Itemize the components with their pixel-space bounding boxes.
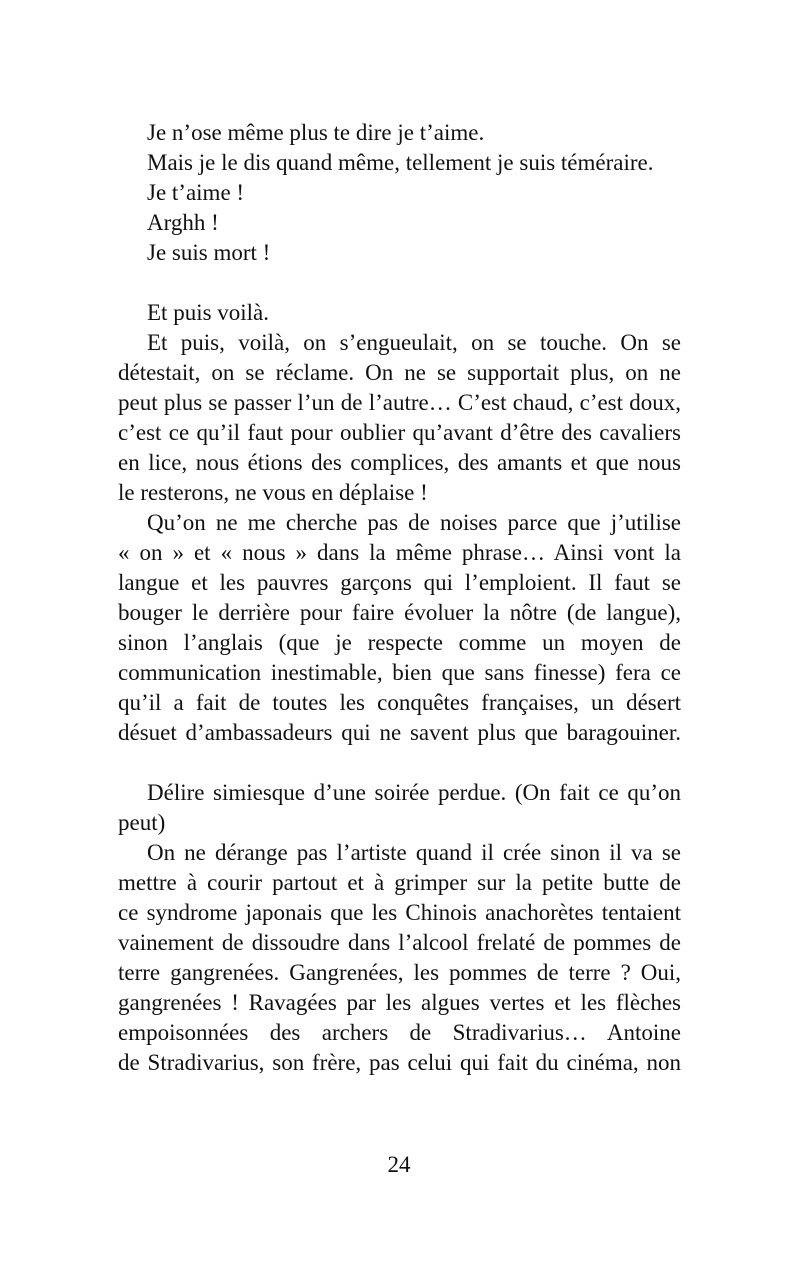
text-line: « on » et « nous » dans la même phrase… Ainsi vont la [118, 540, 681, 565]
text-line: sinon l’anglais (que je respecte comme un moyen de [118, 630, 681, 655]
text-line: peut plus se passer l’un de l’autre… C’est chaud, c’est doux, [118, 390, 681, 415]
text-line: Et puis, voilà, on s’engueulait, on se touche. On se [147, 330, 681, 355]
text-line: de Stradivarius, son frère, pas celui qui fait du cinéma, non [118, 1050, 681, 1075]
text-line: On ne dérange pas l’artiste quand il crée sinon il va se [147, 840, 681, 865]
text-line: le resterons, ne vous en déplaise ! [118, 480, 428, 505]
text-line: Je t’aime ! [147, 180, 245, 205]
text-line: empoisonnées des archers de Stradivarius… Antoine [118, 1020, 681, 1045]
text-line: Je n’ose même plus te dire je t’aime. [147, 120, 485, 145]
text-line: qu’il a fait de toutes les conquêtes françaises, un désert [118, 690, 681, 715]
text-line: gangrenées ! Ravagées par les algues vertes et les flèches [118, 990, 681, 1015]
text-line: Mais je le dis quand même, tellement je suis téméraire. [147, 150, 654, 175]
text-line: vainement de dissoudre dans l’alcool frelaté de pommes de [118, 930, 681, 955]
text-line: bouger le derrière pour faire évoluer la nôtre (de langue), [118, 600, 681, 625]
text-line: en lice, nous étions des complices, des amants et que nous [118, 450, 681, 475]
text-line: ce syndrome japonais que les Chinois anachorètes tentaient [118, 900, 681, 925]
text-line: Et puis voilà. [147, 300, 270, 325]
text-line: Arghh ! [147, 210, 219, 235]
text-line: désuet d’ambassadeurs qui ne savent plus que baragouiner. [118, 720, 681, 745]
text-line: peut) [118, 810, 166, 835]
text-line: détestait, on se réclame. On ne se supportait plus, on ne [118, 360, 681, 385]
text-line: langue et les pauvres garçons qui l’emploient. Il faut se [118, 570, 681, 595]
page-number: 24 [387, 1152, 411, 1177]
text-line: mettre à courir partout et à grimper sur la petite butte de [118, 870, 681, 895]
text-line: communication inestimable, bien que sans finesse) fera ce [118, 660, 681, 685]
text-line: Qu’on ne me cherche pas de noises parce que j’utilise [147, 510, 681, 535]
text-line: terre gangrenées. Gangrenées, les pommes de terre ? Oui, [118, 960, 681, 985]
text-line: Délire simiesque d’une soirée perdue. (On fait ce qu’on [147, 780, 681, 805]
text-line: c’est ce qu’il faut pour oublier qu’avant d’être des cavaliers [118, 420, 681, 445]
text-line: Je suis mort ! [147, 240, 271, 265]
